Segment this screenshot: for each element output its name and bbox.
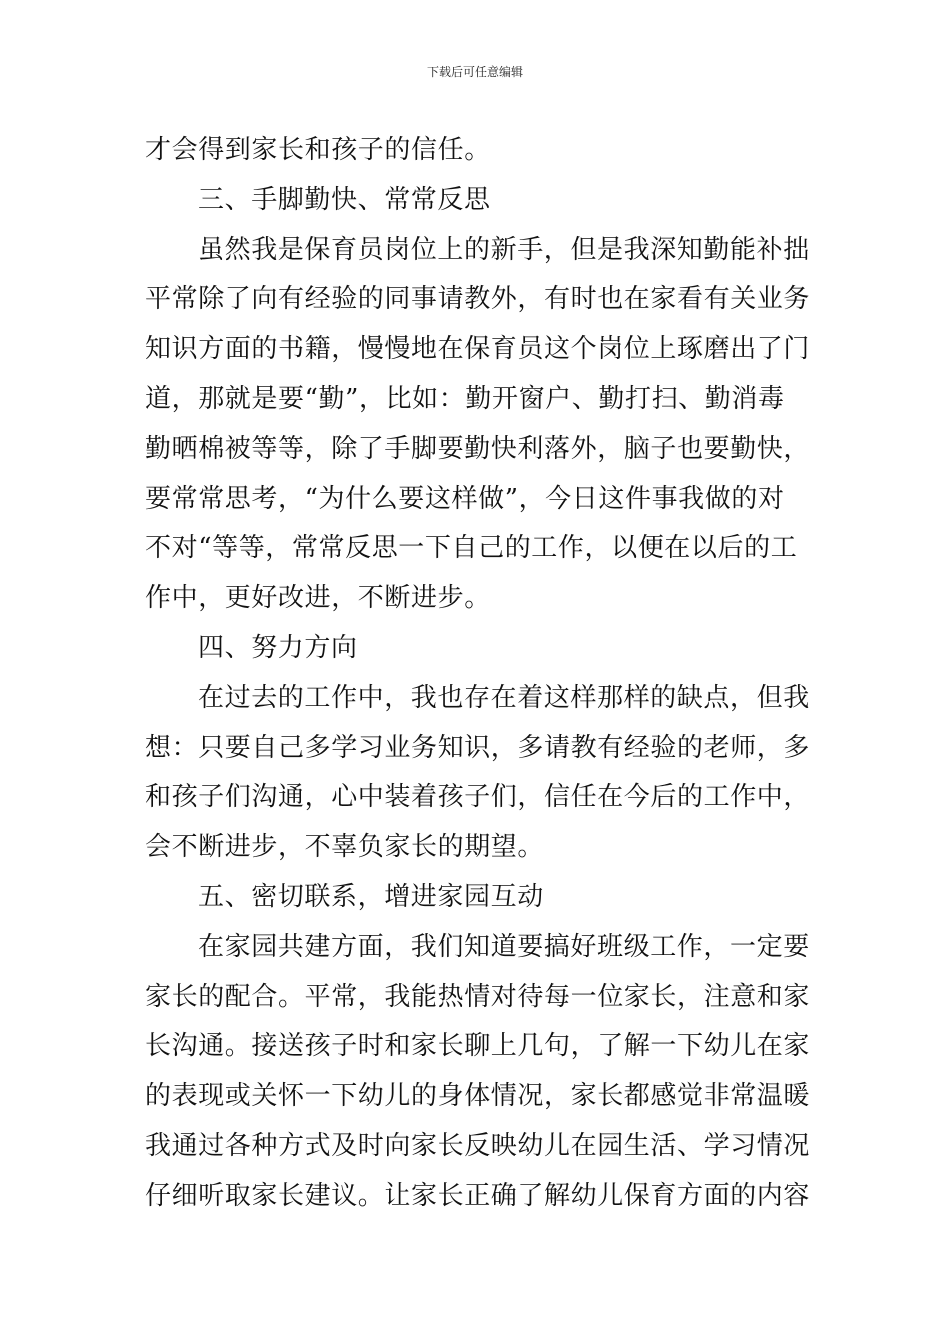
text-line: 平常除了向有经验的同事请教外，有时也在家看有关业务 (145, 284, 811, 315)
text-line: 道，那就是要“勤”，比如：勤开窗户、勤打扫、勤消毒 (145, 383, 785, 414)
text-line: 虽然我是保育员岗位上的新手，但是我深知勤能补拙 (198, 234, 810, 265)
text-line: 长沟通。接送孩子时和家长聊上几句，了解一下幼儿在家 (145, 1031, 811, 1062)
text-line: 和孩子们沟通，心中装着孩子们，信任在今后的工作中， (145, 782, 811, 813)
text-line: 想：只要自己多学习业务知识，多请教有经验的老师，多 (145, 732, 811, 763)
text-line: 我通过各种方式及时向家长反映幼儿在园生活、学习情况 (145, 1130, 811, 1161)
text-line: 的表现或关怀一下幼儿的身体情况，家长都感觉非常温暖 (145, 1081, 811, 1112)
text-line: 四、努力方向 (198, 632, 358, 663)
text-line: 会不断进步，不辜负家长的期望。 (145, 832, 545, 863)
text-line: 要常常思考，“为什么要这样做”，今日这件事我做的对 (145, 483, 785, 514)
text-line: 不对“等等，常常反思一下自己的工作，以便在以后的工 (145, 533, 798, 564)
text-line: 家长的配合。平常，我能热情对待每一位家长，注意和家 (145, 981, 811, 1012)
text-line: 三、手脚勤快、常常反思 (198, 184, 491, 215)
text-line: 勤晒棉被等等，除了手脚要勤快利落外，脑子也要勤快， (145, 433, 811, 464)
text-line: 知识方面的书籍，慢慢地在保育员这个岗位上琢磨出了门 (145, 334, 811, 365)
text-line: 在家园共建方面，我们知道要搞好班级工作，一定要 (198, 931, 810, 962)
text-line: 才会得到家长和孩子的信任。 (145, 135, 491, 165)
text-line: 五、密切联系，增进家园互动 (198, 881, 544, 912)
document-body (145, 126, 810, 1222)
text-line: 仔细听取家长建议。让家长正确了解幼儿保育方面的内容 (145, 1180, 811, 1211)
text-line: 作中，更好改进，不断进步。 (145, 583, 491, 614)
text-line: 在过去的工作中，我也存在着这样那样的缺点，但我 (198, 682, 810, 713)
page-header: 下载后可任意编辑 (426, 65, 523, 79)
